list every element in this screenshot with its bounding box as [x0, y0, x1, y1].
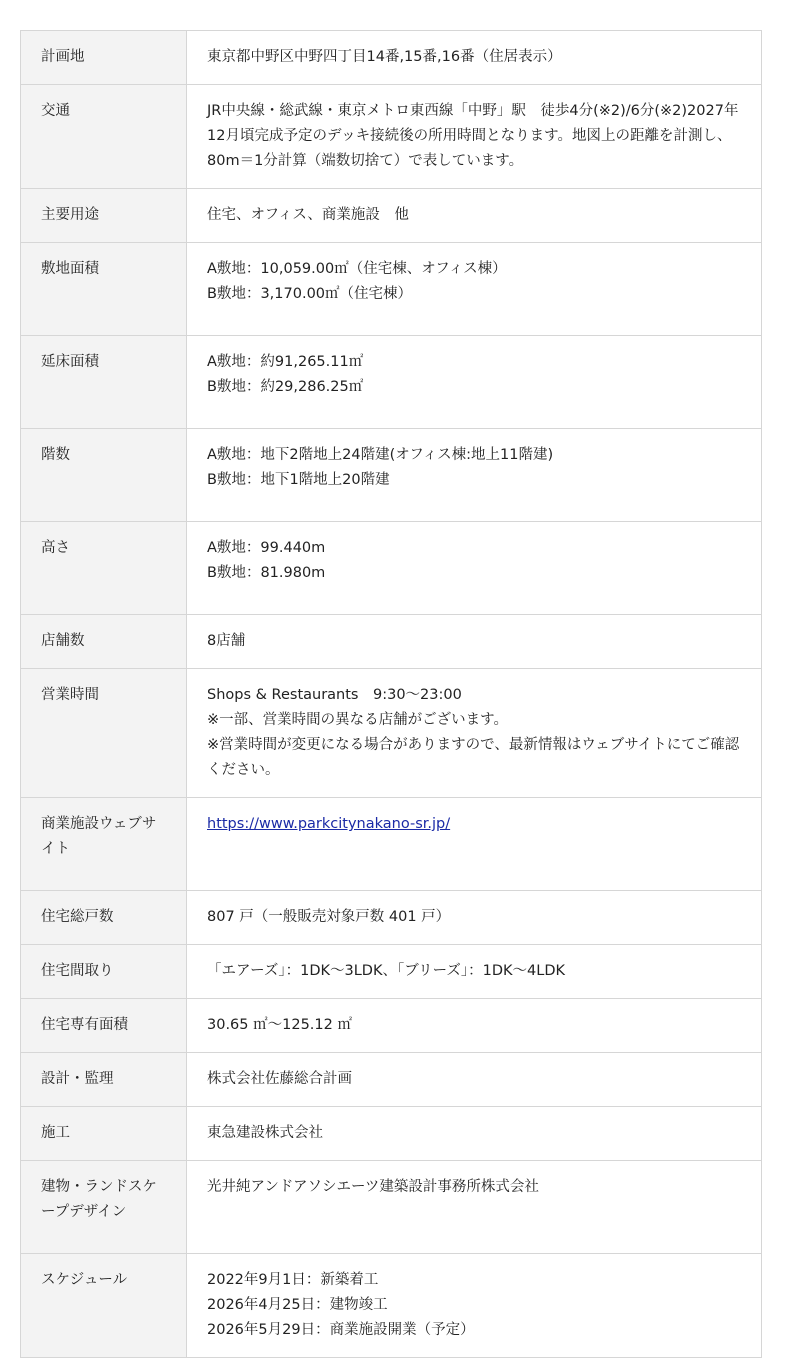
table-row	[21, 336, 762, 429]
row-value	[187, 999, 762, 1053]
value-line: 2026年5月29日：商業施設開業（予定）	[207, 1322, 475, 1338]
row-label: 住宅専有面積	[21, 999, 187, 1053]
row-value	[187, 31, 762, 85]
table-row	[21, 615, 762, 669]
row-label: 施工	[21, 1107, 187, 1161]
row-label: 階数	[21, 429, 187, 522]
table-row	[21, 669, 762, 798]
value-line: A敷地：10,059.00㎡（住宅棟、オフィス棟）	[207, 261, 507, 277]
value-line: A敷地：99.440m	[207, 540, 326, 556]
project-overview-table	[20, 30, 762, 1358]
table-row	[21, 798, 762, 891]
row-label: 交通	[21, 85, 187, 189]
table-row	[21, 891, 762, 945]
row-label: 主要用途	[21, 189, 187, 243]
row-value	[187, 1107, 762, 1161]
table-row	[21, 1107, 762, 1161]
value-line: 東京都中野区中野四丁目14番,15番,16番（住居表示）	[207, 49, 562, 65]
value-line: 2026年4月25日：建物竣工	[207, 1297, 388, 1313]
row-label: 住宅間取り	[21, 945, 187, 999]
row-value	[187, 336, 762, 429]
row-value	[187, 1053, 762, 1107]
row-value	[187, 945, 762, 999]
row-label: 高さ	[21, 522, 187, 615]
table-row	[21, 522, 762, 615]
row-value	[187, 429, 762, 522]
row-label: 建物・ランドスケープデザイン	[21, 1161, 187, 1254]
row-value	[187, 669, 762, 798]
value-line: B敷地：81.980m	[207, 565, 326, 581]
row-label: 延床面積	[21, 336, 187, 429]
row-label: 計画地	[21, 31, 187, 85]
project-overview	[20, 30, 762, 1358]
value-line: 「エアーズ」：1DK〜3LDK、「ブリーズ」：1DK〜4LDK	[207, 963, 566, 979]
table-row	[21, 31, 762, 85]
value-line: A敷地：地下2階地上24階建(オフィス棟:地上11階建)	[207, 447, 554, 463]
value-line: 東急建設株式会社	[207, 1125, 323, 1141]
row-value	[187, 522, 762, 615]
row-value	[187, 798, 762, 891]
row-value	[187, 1161, 762, 1254]
value-line: ※一部、営業時間の異なる店舗がございます。	[207, 712, 508, 728]
row-label: 営業時間	[21, 669, 187, 798]
row-label: 敷地面積	[21, 243, 187, 336]
value-line: B敷地：約29,286.25㎡	[207, 379, 364, 395]
row-label: 住宅総戸数	[21, 891, 187, 945]
website-link[interactable]: https://www.parkcitynakano-sr.jp/	[207, 816, 451, 832]
table-row	[21, 1161, 762, 1254]
value-line: 光井純アンドアソシエーツ建築設計事務所株式会社	[207, 1179, 539, 1195]
table-row	[21, 189, 762, 243]
table-row	[21, 945, 762, 999]
row-label: 商業施設ウェブサイト	[21, 798, 187, 891]
value-line: 住宅、オフィス、商業施設 他	[207, 207, 409, 223]
row-label: 設計・監理	[21, 1053, 187, 1107]
value-line: A敷地：約91,265.11㎡	[207, 354, 364, 370]
row-value	[187, 1254, 762, 1358]
table-row	[21, 1254, 762, 1358]
row-value	[187, 615, 762, 669]
row-value	[187, 189, 762, 243]
value-line: ※営業時間が変更になる場合がありますので、最新情報はウェブサイトにてご確認ください。	[207, 737, 740, 778]
value-line: JR中央線・総武線・東京メトロ東西線「中野」駅 徒歩4分(※2)/6分(※2)2027年12月頃完成予定のデッキ接続後の所用時間となります。地図上の距離を計測し、80m＝1分計算（端数切捨て）で表しています。	[207, 103, 739, 169]
value-line: Shops & Restaurants 9:30〜23:00	[207, 687, 462, 703]
value-line: 30.65 ㎡〜125.12 ㎡	[207, 1017, 352, 1033]
value-line: 807 戸（一般販売対象戸数 401 戸）	[207, 909, 451, 925]
row-value	[187, 891, 762, 945]
row-label: スケジュール	[21, 1254, 187, 1358]
value-line: B敷地：地下1階地上20階建	[207, 472, 390, 488]
table-row	[21, 999, 762, 1053]
value-line: B敷地：3,170.00㎡（住宅棟）	[207, 286, 413, 302]
row-value	[187, 85, 762, 189]
table-row	[21, 429, 762, 522]
value-line: 株式会社佐藤総合計画	[207, 1071, 352, 1087]
value-line: 8店舗	[207, 633, 246, 649]
table-row	[21, 85, 762, 189]
table-row	[21, 1053, 762, 1107]
row-label: 店舗数	[21, 615, 187, 669]
table-row	[21, 243, 762, 336]
value-line: 2022年9月1日：新築着工	[207, 1272, 379, 1288]
row-value	[187, 243, 762, 336]
